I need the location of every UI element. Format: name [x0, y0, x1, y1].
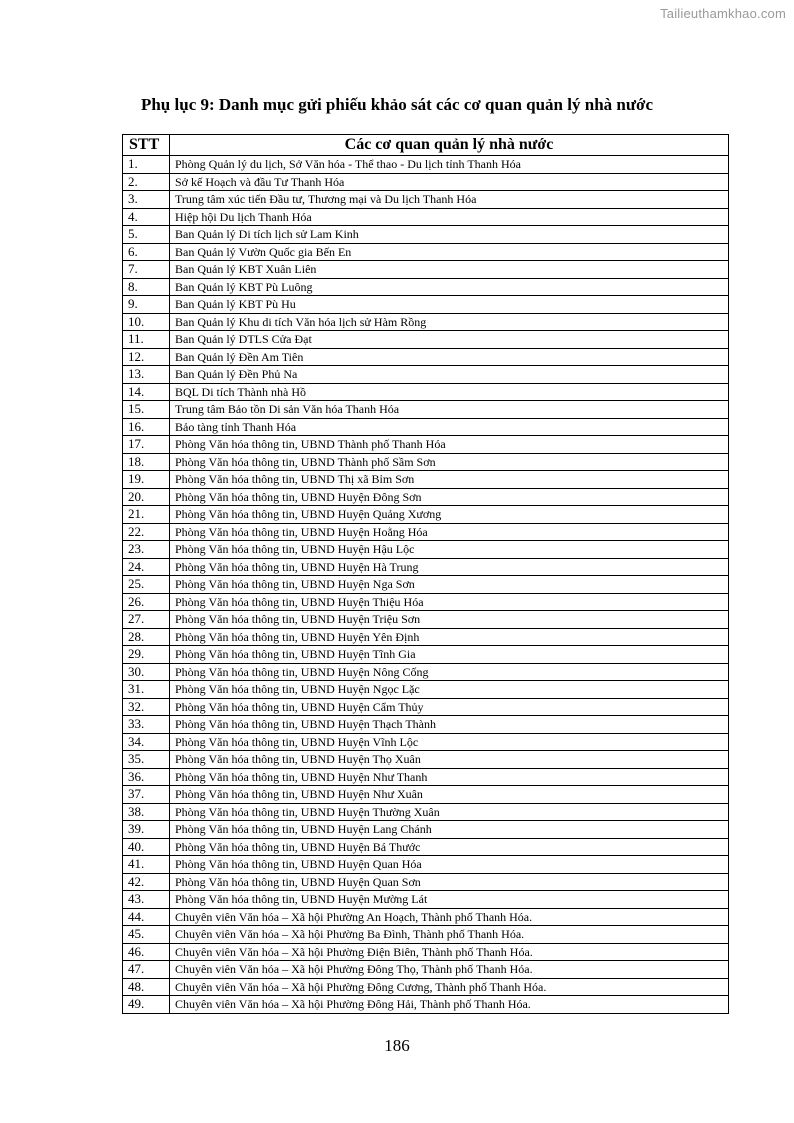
agency-name: Phòng Văn hóa thông tin, UBND Thành phố Sầm Sơn: [170, 453, 729, 471]
agency-name: Phòng Văn hóa thông tin, UBND Huyện Đông Sơn: [170, 488, 729, 506]
row-number: 11.: [123, 331, 170, 349]
agency-name: Chuyên viên Văn hóa – Xã hội Phường Điện Biên, Thành phố Thanh Hóa.: [170, 943, 729, 961]
agency-name: Chuyên viên Văn hóa – Xã hội Phường Đông Hải, Thành phố Thanh Hóa.: [170, 996, 729, 1014]
agency-name: Phòng Văn hóa thông tin, UBND Huyện Thạch Thành: [170, 716, 729, 734]
table-row: [123, 383, 729, 401]
table-row: [123, 716, 729, 734]
agency-name: Phòng Văn hóa thông tin, UBND Huyện Như Thanh: [170, 768, 729, 786]
table-row: [123, 156, 729, 174]
row-number: 26.: [123, 593, 170, 611]
row-number: 7.: [123, 261, 170, 279]
agency-name: Bảo tàng tỉnh Thanh Hóa: [170, 418, 729, 436]
row-number: 24.: [123, 558, 170, 576]
row-number: 29.: [123, 646, 170, 664]
agency-name: Phòng Văn hóa thông tin, UBND Huyện Ngọc Lặc: [170, 681, 729, 699]
row-number: 48.: [123, 978, 170, 996]
row-number: 28.: [123, 628, 170, 646]
table-row: [123, 506, 729, 524]
table-row: [123, 926, 729, 944]
table-body: [123, 156, 729, 1014]
table-row: [123, 191, 729, 209]
row-number: 42.: [123, 873, 170, 891]
agency-name: Phòng Văn hóa thông tin, UBND Thành phố Thanh Hóa: [170, 436, 729, 454]
table-row: [123, 821, 729, 839]
agency-name: Phòng Văn hóa thông tin, UBND Huyện Triệu Sơn: [170, 611, 729, 629]
table-row: [123, 873, 729, 891]
table-row: [123, 576, 729, 594]
agency-name: Phòng Văn hóa thông tin, UBND Huyện Hà Trung: [170, 558, 729, 576]
agency-name: Phòng Văn hóa thông tin, UBND Huyện Tĩnh Gia: [170, 646, 729, 664]
agency-name: Phòng Văn hóa thông tin, UBND Huyện Nga Sơn: [170, 576, 729, 594]
row-number: 30.: [123, 663, 170, 681]
table-row: [123, 488, 729, 506]
table-row: [123, 436, 729, 454]
row-number: 9.: [123, 296, 170, 314]
agency-name: Phòng Văn hóa thông tin, UBND Huyện Lang Chánh: [170, 821, 729, 839]
row-number: 46.: [123, 943, 170, 961]
agency-name: Ban Quản lý Di tích lịch sử Lam Kinh: [170, 226, 729, 244]
table-row: [123, 681, 729, 699]
agency-name: Phòng Văn hóa thông tin, UBND Huyện Quan Hóa: [170, 856, 729, 874]
agency-name: Phòng Văn hóa thông tin, UBND Huyện Nông Cống: [170, 663, 729, 681]
table-row: [123, 296, 729, 314]
row-number: 49.: [123, 996, 170, 1014]
row-number: 6.: [123, 243, 170, 261]
table-row: [123, 226, 729, 244]
table-header-row: [123, 135, 729, 156]
agency-name: Hiệp hội Du lịch Thanh Hóa: [170, 208, 729, 226]
table-row: [123, 646, 729, 664]
row-number: 44.: [123, 908, 170, 926]
row-number: 15.: [123, 401, 170, 419]
table-row: [123, 348, 729, 366]
table-row: [123, 943, 729, 961]
table-row: [123, 628, 729, 646]
agency-name: Phòng Văn hóa thông tin, UBND Huyện Yên Định: [170, 628, 729, 646]
agency-name: Phòng Văn hóa thông tin, UBND Huyện Như Xuân: [170, 786, 729, 804]
page-number: 186: [384, 1036, 410, 1055]
table-row: [123, 786, 729, 804]
table-row: [123, 453, 729, 471]
agency-name: Phòng Văn hóa thông tin, UBND Huyện Mường Lát: [170, 891, 729, 909]
agency-name: Phòng Văn hóa thông tin, UBND Huyện Cẩm Thủy: [170, 698, 729, 716]
row-number: 25.: [123, 576, 170, 594]
row-number: 41.: [123, 856, 170, 874]
header-agency: Các cơ quan quản lý nhà nước: [170, 135, 729, 156]
table-row: [123, 243, 729, 261]
row-number: 37.: [123, 786, 170, 804]
agency-name: Ban Quản lý Khu di tích Văn hóa lịch sử Hàm Rồng: [170, 313, 729, 331]
row-number: 19.: [123, 471, 170, 489]
table-row: [123, 208, 729, 226]
row-number: 34.: [123, 733, 170, 751]
agency-name: Chuyên viên Văn hóa – Xã hội Phường Đông Thọ, Thành phố Thanh Hóa.: [170, 961, 729, 979]
table-row: [123, 996, 729, 1014]
agency-name: Chuyên viên Văn hóa – Xã hội Phường Ba Đình, Thành phố Thanh Hóa.: [170, 926, 729, 944]
agency-name: Trung tâm xúc tiến Đầu tư, Thương mại và Du lịch Thanh Hóa: [170, 191, 729, 209]
table-row: [123, 593, 729, 611]
row-number: 20.: [123, 488, 170, 506]
table-row: [123, 331, 729, 349]
agency-name: Ban Quản lý KBT Xuân Liên: [170, 261, 729, 279]
agency-name: Phòng Văn hóa thông tin, UBND Huyện Thường Xuân: [170, 803, 729, 821]
table-row: [123, 856, 729, 874]
table-row: [123, 173, 729, 191]
row-number: 22.: [123, 523, 170, 541]
agency-name: Ban Quản lý KBT Pù Hu: [170, 296, 729, 314]
table-row: [123, 401, 729, 419]
row-number: 1.: [123, 156, 170, 174]
agency-name: Phòng Văn hóa thông tin, UBND Thị xã Bỉm Sơn: [170, 471, 729, 489]
agency-name: Ban Quản lý DTLS Cửa Đạt: [170, 331, 729, 349]
row-number: 43.: [123, 891, 170, 909]
agency-name: Trung tâm Bảo tồn Di sản Văn hóa Thanh Hóa: [170, 401, 729, 419]
agency-name: Phòng Văn hóa thông tin, UBND Huyện Hậu Lộc: [170, 541, 729, 559]
row-number: 33.: [123, 716, 170, 734]
row-number: 17.: [123, 436, 170, 454]
row-number: 31.: [123, 681, 170, 699]
table-row: [123, 261, 729, 279]
table-row: [123, 961, 729, 979]
row-number: 39.: [123, 821, 170, 839]
row-number: 5.: [123, 226, 170, 244]
row-number: 35.: [123, 751, 170, 769]
agency-name: Ban Quản lý KBT Pù Luông: [170, 278, 729, 296]
row-number: 45.: [123, 926, 170, 944]
table-row: [123, 366, 729, 384]
agency-name: Phòng Văn hóa thông tin, UBND Huyện Thiệu Hóa: [170, 593, 729, 611]
row-number: 3.: [123, 191, 170, 209]
row-number: 27.: [123, 611, 170, 629]
agency-name: Phòng Văn hóa thông tin, UBND Huyện Quảng Xương: [170, 506, 729, 524]
row-number: 32.: [123, 698, 170, 716]
agency-name: Phòng Quản lý du lịch, Sở Văn hóa - Thể thao - Du lịch tỉnh Thanh Hóa: [170, 156, 729, 174]
row-number: 47.: [123, 961, 170, 979]
row-number: 13.: [123, 366, 170, 384]
table-row: [123, 978, 729, 996]
row-number: 16.: [123, 418, 170, 436]
row-number: 14.: [123, 383, 170, 401]
table-row: [123, 908, 729, 926]
agency-name: Ban Quản lý Đền Phủ Na: [170, 366, 729, 384]
table-row: [123, 418, 729, 436]
table-row: [123, 313, 729, 331]
agency-name: Phòng Văn hóa thông tin, UBND Huyện Vĩnh Lộc: [170, 733, 729, 751]
row-number: 2.: [123, 173, 170, 191]
row-number: 36.: [123, 768, 170, 786]
table-row: [123, 278, 729, 296]
watermark: Tailieuthamkhao.com: [660, 6, 786, 21]
table-row: [123, 838, 729, 856]
table-row: [123, 768, 729, 786]
agency-name: Sở kế Hoạch và đầu Tư Thanh Hóa: [170, 173, 729, 191]
agency-name: Phòng Văn hóa thông tin, UBND Huyện Hoằng Hóa: [170, 523, 729, 541]
table-row: [123, 891, 729, 909]
agency-name: Phòng Văn hóa thông tin, UBND Huyện Quan Sơn: [170, 873, 729, 891]
row-number: 38.: [123, 803, 170, 821]
table-row: [123, 541, 729, 559]
agency-name: Ban Quản lý Đền Am Tiên: [170, 348, 729, 366]
row-number: 21.: [123, 506, 170, 524]
row-number: 4.: [123, 208, 170, 226]
agency-name: Phòng Văn hóa thông tin, UBND Huyện Thọ Xuân: [170, 751, 729, 769]
agency-table: [122, 134, 729, 1014]
table-row: [123, 663, 729, 681]
table-row: [123, 558, 729, 576]
row-number: 8.: [123, 278, 170, 296]
table-row: [123, 751, 729, 769]
table-row: [123, 471, 729, 489]
page-title: Phụ lục 9: Danh mục gửi phiếu khảo sát các cơ quan quản lý nhà nước: [140, 95, 654, 114]
row-number: 23.: [123, 541, 170, 559]
row-number: 40.: [123, 838, 170, 856]
agency-name: Ban Quản lý Vườn Quốc gia Bến En: [170, 243, 729, 261]
row-number: 10.: [123, 313, 170, 331]
agency-name: Phòng Văn hóa thông tin, UBND Huyện Bá Thước: [170, 838, 729, 856]
agency-name: Chuyên viên Văn hóa – Xã hội Phường Đông Cương, Thành phố Thanh Hóa.: [170, 978, 729, 996]
row-number: 18.: [123, 453, 170, 471]
agency-name: Chuyên viên Văn hóa – Xã hội Phường An Hoạch, Thành phố Thanh Hóa.: [170, 908, 729, 926]
header-stt: STT: [123, 135, 170, 156]
table-row: [123, 523, 729, 541]
table-row: [123, 803, 729, 821]
table-row: [123, 733, 729, 751]
agency-name: BQL Di tích Thành nhà Hồ: [170, 383, 729, 401]
row-number: 12.: [123, 348, 170, 366]
table-row: [123, 698, 729, 716]
table-row: [123, 611, 729, 629]
